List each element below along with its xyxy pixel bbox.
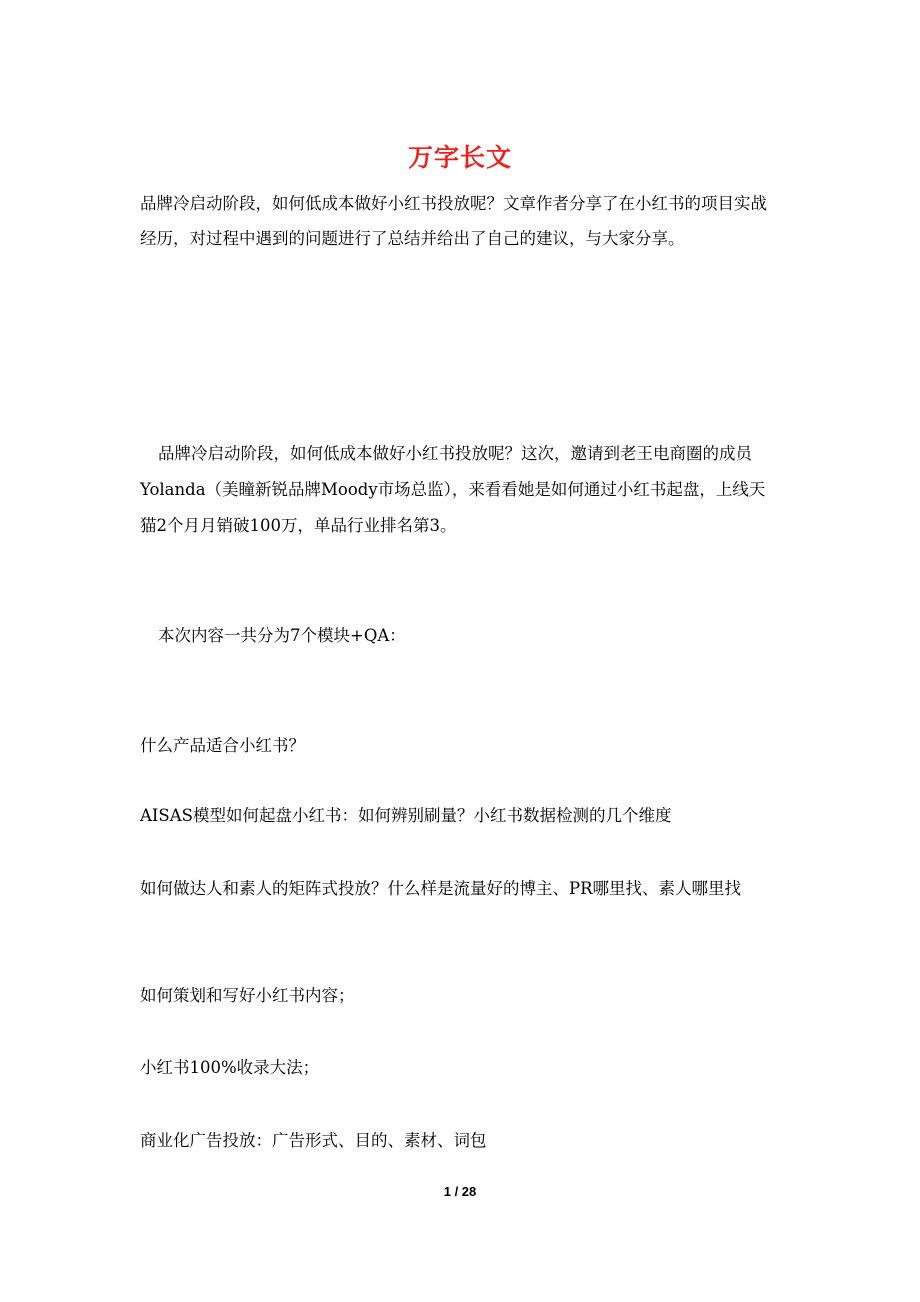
document-title: 万字长文: [407, 143, 512, 172]
summary-paragraph: 品牌冷启动阶段，如何低成本做好小红书投放呢？文章作者分享了在小红书的项目实战经历，对过程中遇到的问题进行了总结并给出了自己的建议，与大家分享。: [140, 194, 767, 248]
modules-intro: 本次内容一共分为7个模块+QA：: [158, 626, 406, 645]
page-indicator: 1 / 28: [443, 1184, 477, 1199]
module-item-1: 什么产品适合小红书？: [140, 736, 305, 755]
intro-paragraph: 品牌冷启动阶段，如何低成本做好小红书投放呢？这次，邀请到老王电商圈的成员 Yolanda（美瞳新锐品牌Moody市场总监），来看看她是如何通过小红书起盘，上线天猫2个月月销破100万，单品行业排名第3。: [140, 444, 766, 535]
module-item-6: 商业化广告投放：广告形式、目的、素材、词包: [140, 1131, 487, 1150]
module-item-4: 如何策划和写好小红书内容；: [140, 986, 355, 1005]
module-item-5: 小红书100%收录大法；: [140, 1058, 320, 1077]
module-item-2: AISAS模型如何起盘小红书：如何辨别刷量？小红书数据检测的几个维度: [140, 806, 672, 825]
module-item-3: 如何做达人和素人的矩阵式投放？什么样是流量好的博主、PR哪里找、素人哪里找: [140, 879, 742, 898]
